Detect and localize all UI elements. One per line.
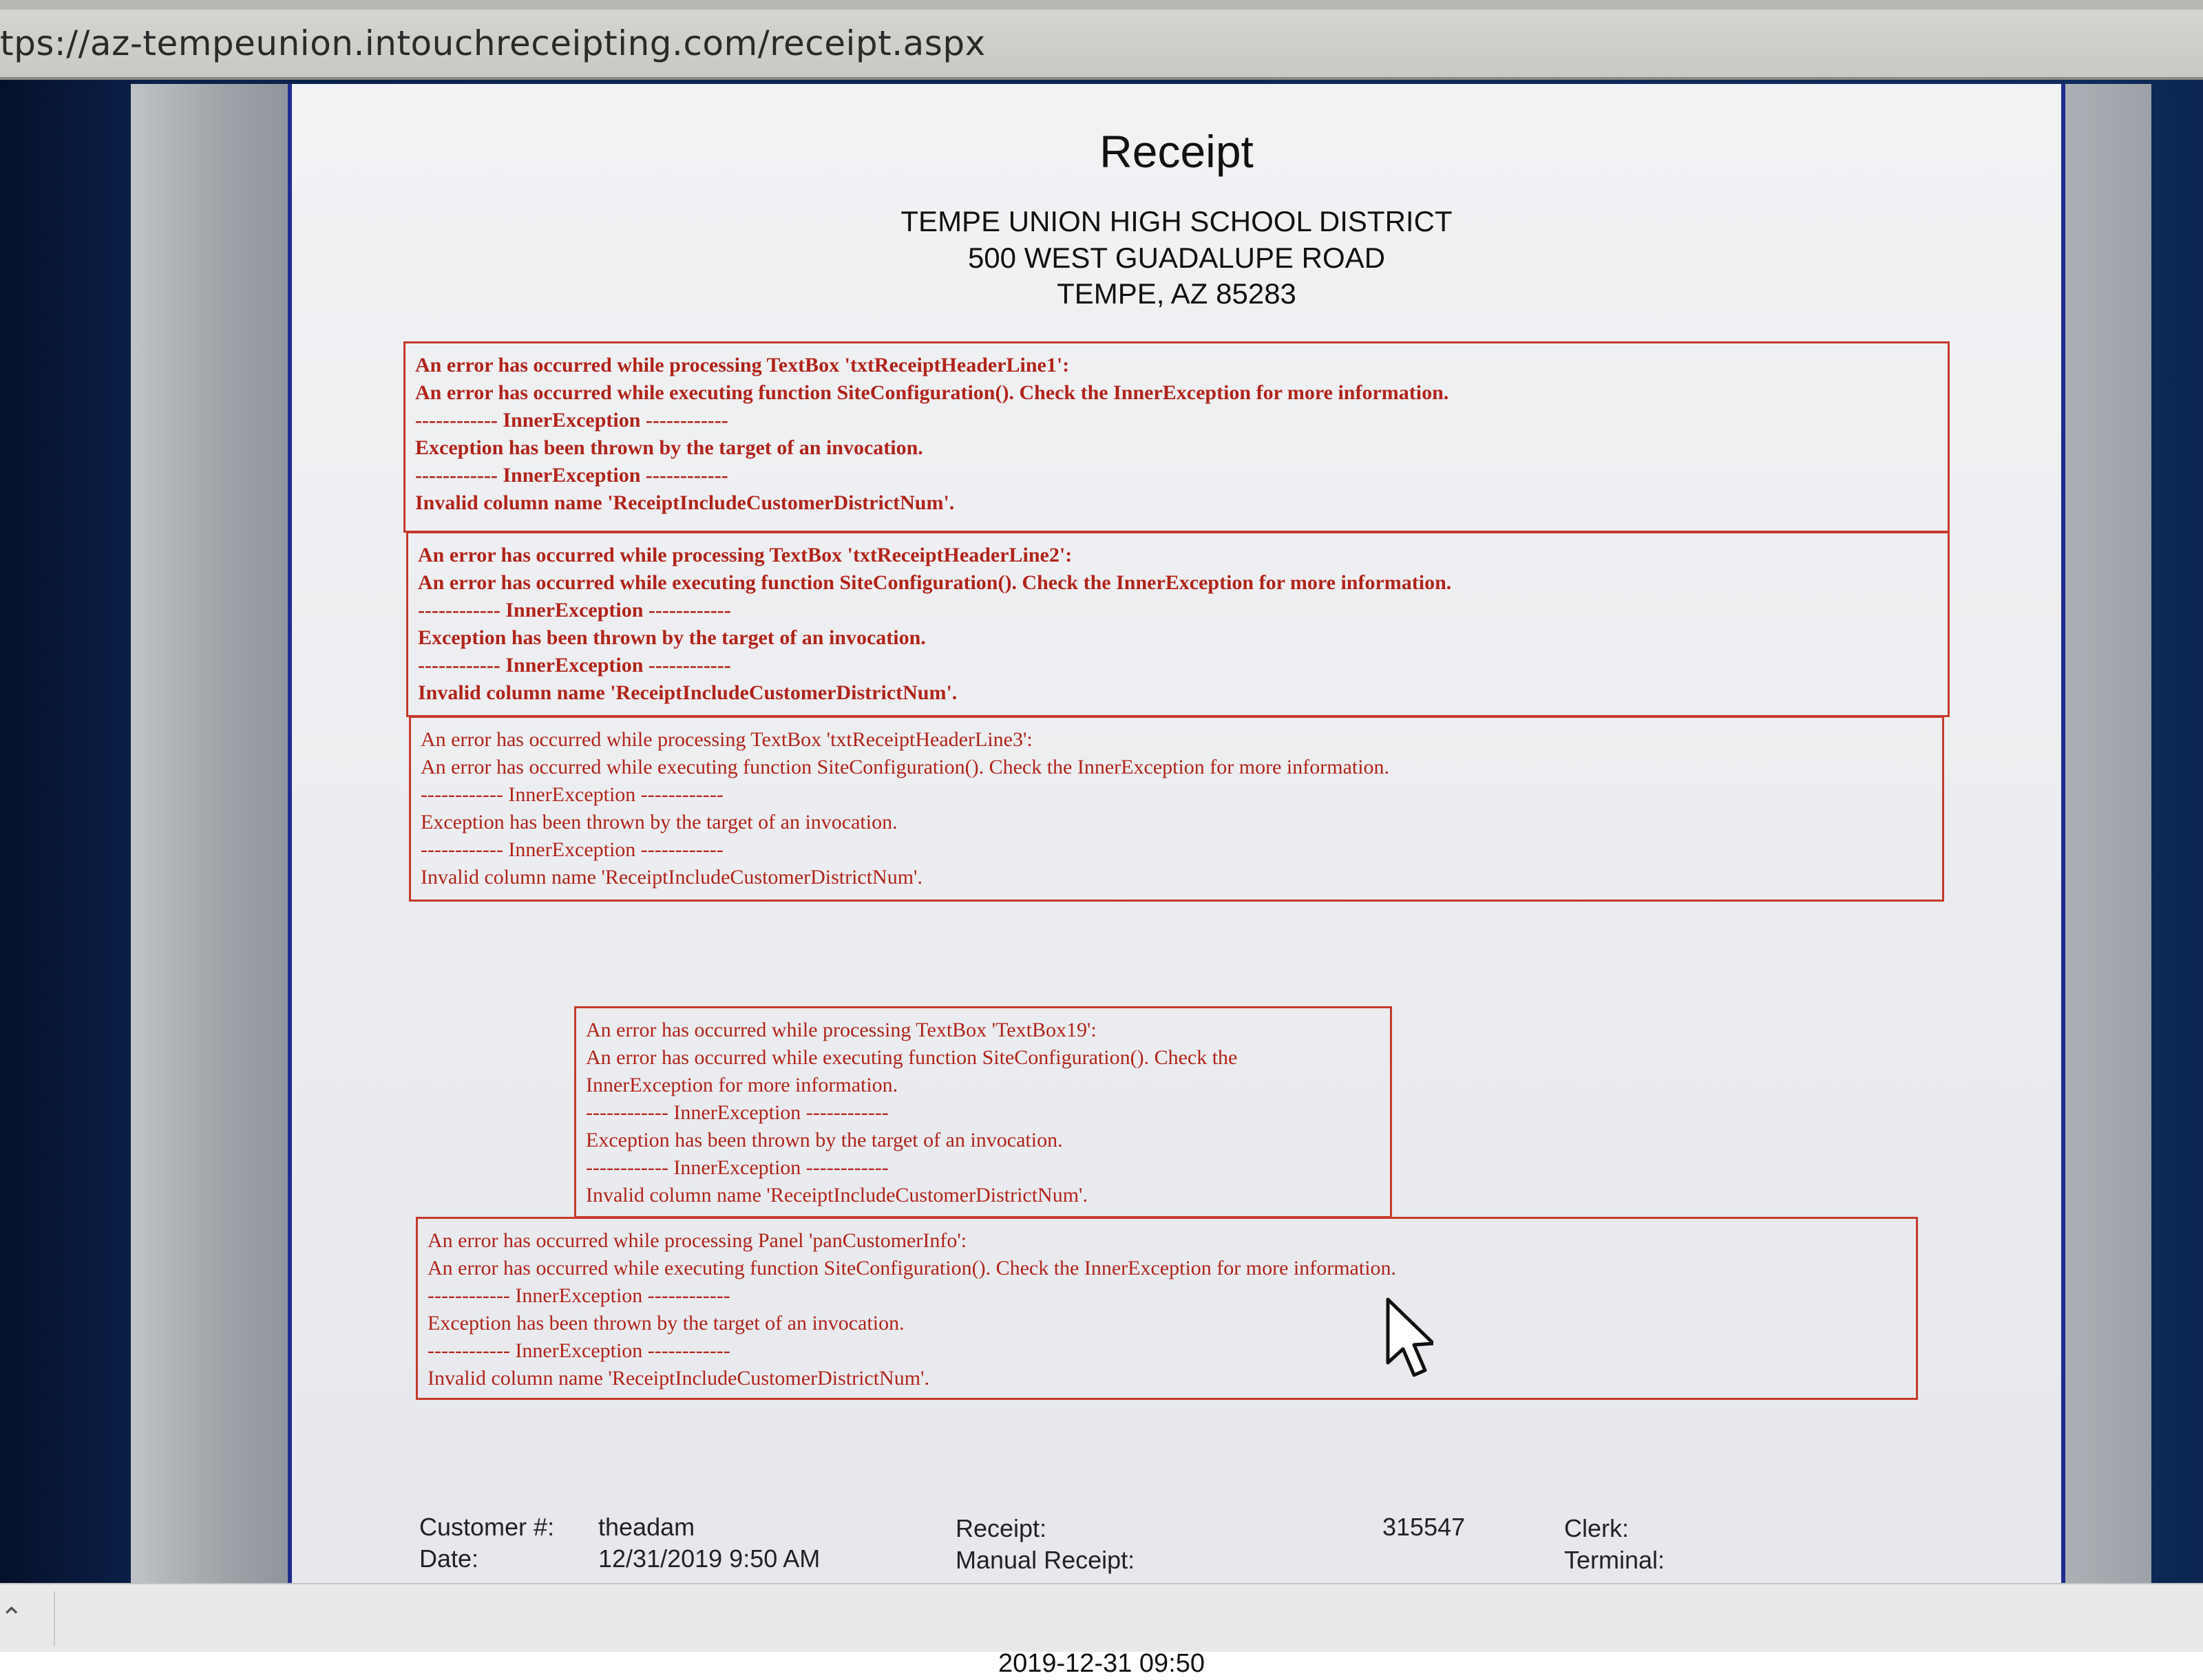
error-line: InnerException for more information.	[586, 1074, 898, 1096]
receipt-number: 315547	[1382, 1513, 1466, 1541]
error-line: ------------ InnerException ------------	[415, 409, 728, 432]
chevron-up-icon[interactable]: ⌃	[0, 1603, 23, 1633]
error-box-header-line2	[406, 531, 1950, 717]
error-line: ------------ InnerException ------------	[418, 599, 731, 621]
error-line: ------------ InnerException ------------	[586, 1101, 889, 1124]
os-taskbar	[0, 1583, 2203, 1653]
error-line: Exception has been thrown by the target of an invocation.	[418, 626, 926, 649]
error-line: An error has occurred while processing Panel 'panCustomerInfo':	[428, 1229, 967, 1252]
receipt-page	[288, 84, 2065, 1583]
error-line: An error has occurred while processing TextBox 'txtReceiptHeaderLine2':	[418, 544, 1073, 566]
district-city: TEMPE, AZ 85283	[1057, 277, 1296, 310]
error-box-textbox19	[574, 1006, 1392, 1218]
error-line: ------------ InnerException ------------	[428, 1339, 730, 1362]
error-line: ------------ InnerException ------------	[428, 1284, 730, 1307]
error-line: An error has occurred while processing TextBox 'txtReceiptHeaderLine3':	[421, 728, 1033, 751]
error-line: Invalid column name 'ReceiptIncludeCustomerDistrictNum'.	[415, 491, 955, 514]
error-line: An error has occurred while executing function SiteConfiguration(). Check the InnerException for more information.	[428, 1257, 1397, 1279]
error-box-header-line1	[403, 341, 1950, 533]
photo-timestamp: 2019-12-31 09:50	[998, 1649, 1205, 1678]
manual-receipt-label: Manual Receipt:	[956, 1546, 1135, 1574]
browser-address-bar[interactable]	[0, 0, 2203, 80]
photographed-screen	[0, 80, 2203, 1583]
mouse-pointer-icon	[1385, 1297, 1433, 1379]
error-line: ------------ InnerException ------------	[418, 654, 731, 677]
customer-label: Customer #:	[419, 1513, 555, 1541]
district-street: 500 WEST GUADALUPE ROAD	[967, 242, 1386, 274]
district-name: TEMPE UNION HIGH SCHOOL DISTRICT	[900, 205, 1453, 237]
error-line: An error has occurred while executing function SiteConfiguration(). Check the InnerException for more information.	[415, 381, 1449, 404]
url-text[interactable]: tps://az-tempeunion.intouchreceipting.com/receipt.aspx	[0, 23, 986, 63]
clerk-label: Clerk:	[1564, 1514, 1630, 1542]
error-line: Invalid column name 'ReceiptIncludeCustomerDistrictNum'.	[428, 1367, 929, 1390]
error-line: Exception has been thrown by the target of an invocation.	[428, 1312, 905, 1335]
error-line: ------------ InnerException ------------	[421, 783, 724, 806]
left-page-margin	[131, 84, 289, 1583]
error-line: ------------ InnerException ------------	[586, 1156, 889, 1179]
error-line: Exception has been thrown by the target of an invocation.	[586, 1129, 1063, 1151]
error-line: Invalid column name 'ReceiptIncludeCustomerDistrictNum'.	[586, 1184, 1088, 1206]
error-box-header-line3	[409, 716, 1944, 902]
error-line: An error has occurred while processing TextBox 'TextBox19':	[586, 1019, 1097, 1041]
error-line: An error has occurred while processing TextBox 'txtReceiptHeaderLine1':	[415, 354, 1070, 376]
browser-top-edge	[0, 0, 2203, 10]
terminal-label: Terminal:	[1564, 1546, 1665, 1574]
error-line: ------------ InnerException ------------	[421, 838, 724, 861]
error-line: An error has occurred while executing function SiteConfiguration(). Check the	[586, 1046, 1238, 1069]
receipt-label: Receipt:	[956, 1514, 1047, 1542]
error-box-customer-info	[416, 1217, 1918, 1400]
error-line: An error has occurred while executing function SiteConfiguration(). Check the InnerException for more information.	[421, 756, 1390, 778]
error-line: Invalid column name 'ReceiptIncludeCustomerDistrictNum'.	[418, 681, 958, 704]
receipt-title: Receipt	[1099, 126, 1254, 177]
right-page-margin	[2055, 84, 2151, 1583]
error-line: Exception has been thrown by the target of an invocation.	[421, 811, 898, 833]
date-value: 12/31/2019 9:50 AM	[598, 1544, 821, 1573]
customer-value: theadam	[598, 1513, 695, 1541]
error-line: Invalid column name 'ReceiptIncludeCustomerDistrictNum'.	[421, 866, 923, 889]
error-line: Exception has been thrown by the target of an invocation.	[415, 436, 923, 459]
error-line: An error has occurred while executing function SiteConfiguration(). Check the InnerException for more information.	[418, 571, 1452, 594]
taskbar-divider	[54, 1591, 55, 1646]
date-label: Date:	[419, 1544, 479, 1573]
error-line: ------------ InnerException ------------	[415, 464, 728, 487]
